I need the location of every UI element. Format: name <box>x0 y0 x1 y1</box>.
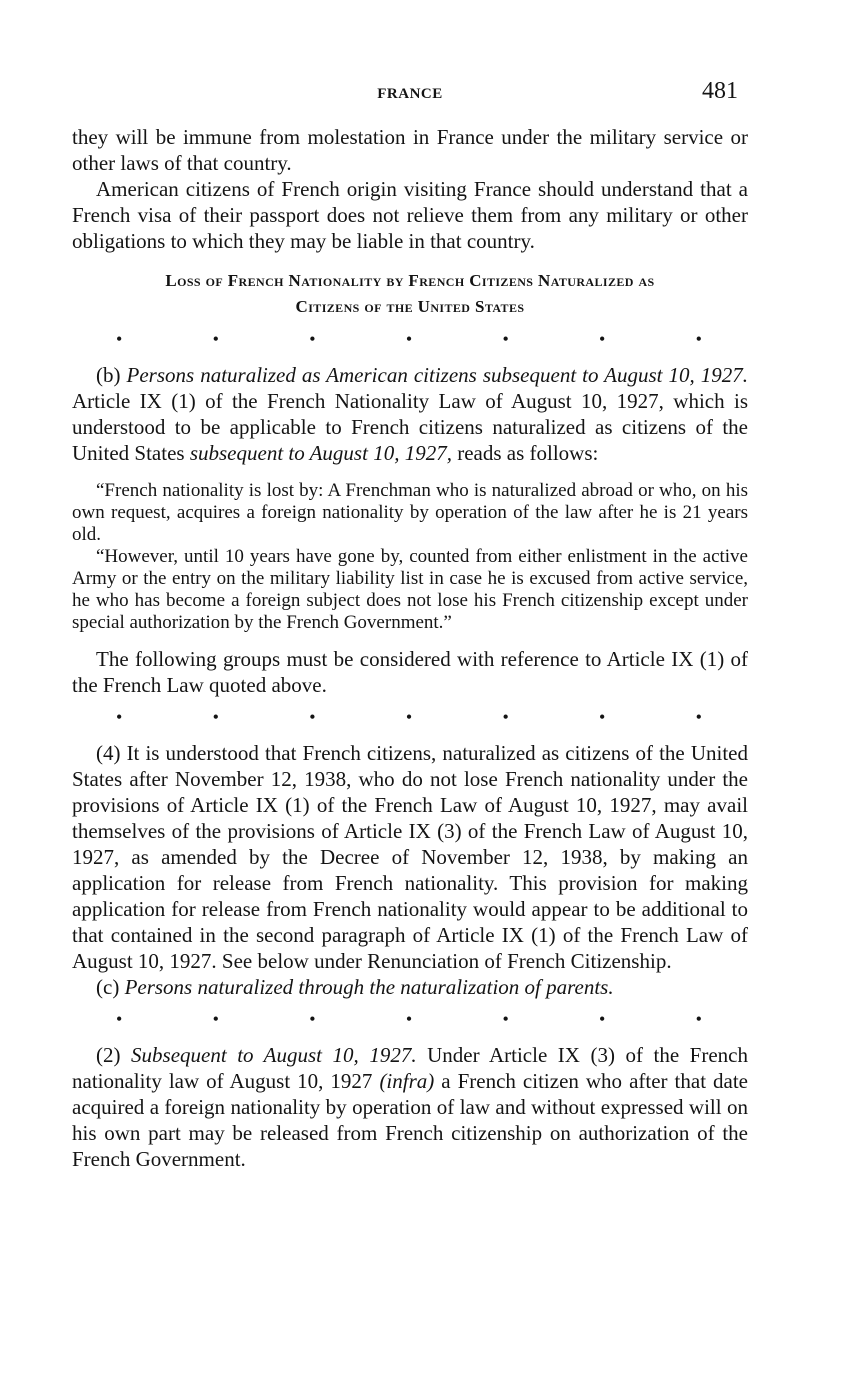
paragraph-text: Under Article IX (3) of the French nationality law of August 10, 1927 <box>72 1043 748 1093</box>
ellipsis-dot: • <box>405 329 413 349</box>
ellipsis-divider <box>72 326 748 352</box>
subsection-label: (c) <box>96 975 120 999</box>
subsection-heading: Subsequent to August 10, 1927. <box>131 1043 417 1067</box>
ellipsis-dot: • <box>212 1009 219 1029</box>
ellipsis-dot: • <box>405 1009 413 1029</box>
paragraph-subsection-b <box>72 362 748 466</box>
paragraph-subsection-c <box>72 974 748 1000</box>
ellipsis-divider <box>72 1006 748 1032</box>
subsection-heading: Persons naturalized through the naturalization of parents. <box>124 975 614 999</box>
paragraph-item-2 <box>72 1042 748 1172</box>
page-number: 481 <box>702 78 738 104</box>
italic-phrase: subsequent to August 10, 1927, <box>189 441 452 465</box>
ellipsis-dot: • <box>309 707 316 727</box>
ellipsis-dot: • <box>116 707 123 727</box>
ellipsis-dot: • <box>405 707 413 727</box>
quote-paragraph: “French nationality is lost by: A Frenchman who is naturalized abroad or who, on his own request, acquires a foreign nationality by operation of the law after he is 21 years old. <box>72 480 748 545</box>
paragraph-text: a French citizen who after that date acquired a foreign nationality by operation of law and without expressed will on his own part may be released from French citizenship on authorization of the French Government. <box>72 1069 749 1171</box>
paragraph-text: Article IX (1) of the French Nationality Law of August 10, 1927, which is understood to be applicable to French citizens naturalized as citizens of the United States <box>72 389 748 465</box>
section-heading <box>72 268 748 320</box>
paragraph-item-4: (4) It is understood that French citizens, naturalized as citizens of the United States after November 12, 1938, who do not lose French nationality under the provisions of Article IX (1) of the French Law of August 10, 1927, may avail themselves of the provisions of Article IX (3) of the French Law of August 10, 1927, as amended by the Decree of November 12, 1938, by making an application for release from French nationality. This provision for making application for release from French nationality would appear to be additional to that contained in the second paragraph of Article IX (1) of the French Law of August 10, 1927. See below under Renunciation of French Citizenship. <box>72 741 748 973</box>
ellipsis-dot: • <box>502 1009 509 1029</box>
document-page <box>72 78 748 1172</box>
ellipsis-dot: • <box>599 707 606 727</box>
subsection-label: (2) <box>96 1043 121 1067</box>
quote-paragraph: “However, until 10 years have gone by, counted from either enlistment in the active Army or the entry on the military liability list in case he is excused from active service, he who has become a foreign subject does not lose his French citizenship except under special authorization by the French Government.” <box>72 546 748 633</box>
ellipsis-dot: • <box>502 329 509 349</box>
ellipsis-dot: • <box>309 1009 316 1029</box>
section-heading-line-1: Loss of French Nationality by French Citizens Naturalized as <box>165 271 655 290</box>
block-quote <box>72 480 748 634</box>
paragraph-text: reads as follows: <box>457 441 599 465</box>
ellipsis-dot: • <box>212 707 219 727</box>
paragraph-continuation: they will be immune from molestation in France under the military service or other laws of that country. <box>72 125 748 175</box>
subsection-heading: Persons naturalized as American citizens subsequent to August 10, 1927. <box>126 363 748 387</box>
italic-phrase: (infra) <box>379 1069 435 1093</box>
ellipsis-dot: • <box>695 1009 702 1029</box>
ellipsis-divider <box>72 704 748 730</box>
paragraph-visa-notice: American citizens of French origin visiting France should understand that a French visa of their passport does not relieve them from any military or other obligations to which they may be liable in that country. <box>72 177 748 253</box>
ellipsis-dot: • <box>212 329 219 349</box>
ellipsis-dot: • <box>599 1009 606 1029</box>
paragraph-groups: The following groups must be considered with reference to Article IX (1) of the French Law quoted above. <box>72 647 748 697</box>
subsection-label: (b) <box>96 363 121 387</box>
ellipsis-dot: • <box>309 329 316 349</box>
ellipsis-dot: • <box>116 329 123 349</box>
page-header <box>72 78 748 112</box>
ellipsis-dot: • <box>502 707 509 727</box>
ellipsis-dot: • <box>116 1009 123 1029</box>
running-head: FRANCE <box>377 86 443 102</box>
ellipsis-dot: • <box>695 329 702 349</box>
section-heading-line-2: Citizens of the United States <box>295 297 525 316</box>
ellipsis-dot: • <box>695 707 702 727</box>
ellipsis-dot: • <box>599 329 606 349</box>
